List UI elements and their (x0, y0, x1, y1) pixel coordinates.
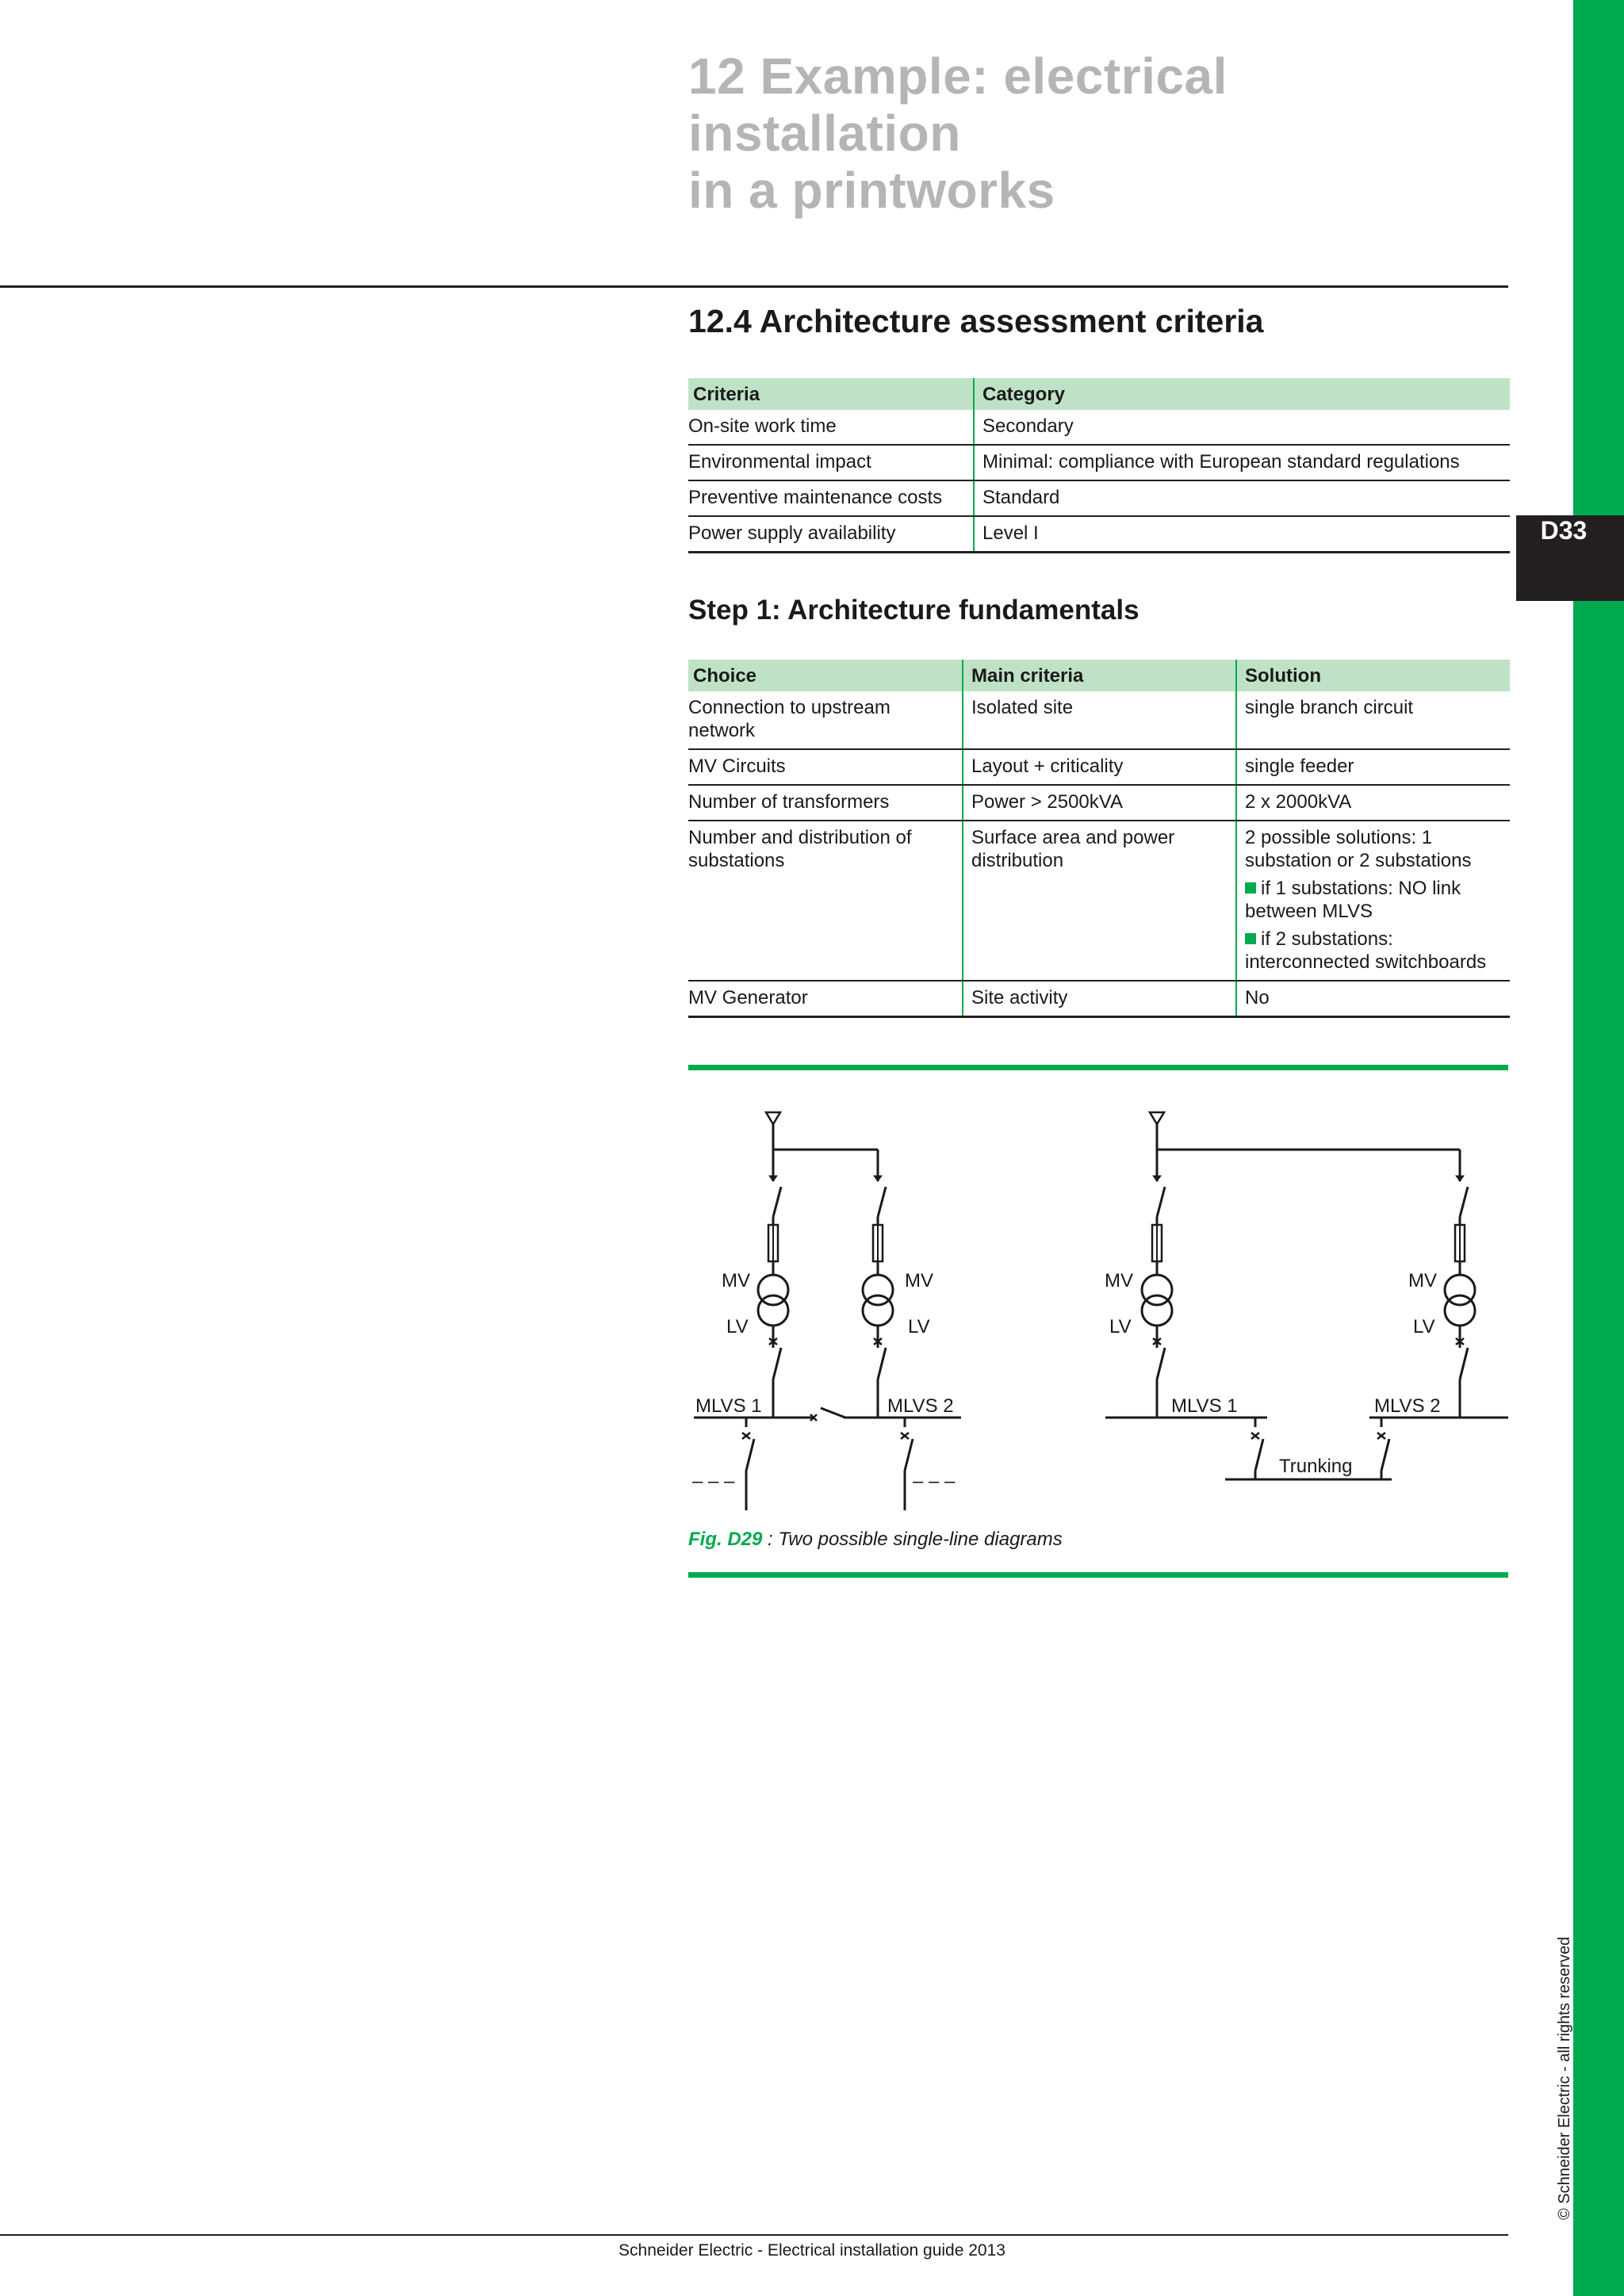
bus-coupler-icon (821, 1408, 845, 1418)
lv-label: LV (1413, 1316, 1435, 1337)
table-cell: MV Circuits (688, 749, 963, 785)
column-header: Solution (1236, 660, 1510, 691)
table-cell: single branch circuit (1236, 691, 1510, 749)
square-bullet-icon (1245, 933, 1256, 944)
copyright-notice: © Schneider Electric - all rights reserved (1556, 1936, 1573, 2220)
mlvs2-label: MLVS 2 (1374, 1395, 1441, 1417)
mlvs1-label: MLVS 1 (695, 1395, 762, 1417)
page-number-tab (1516, 515, 1624, 601)
table-cell: Layout + criticality (963, 749, 1236, 785)
table-cell: Site activity (963, 981, 1236, 1017)
header-rule (0, 285, 1508, 288)
table-cell: No (1236, 981, 1510, 1017)
side-color-bar (1573, 0, 1624, 2296)
column-header: Category (974, 378, 1510, 410)
lv-label: LV (1109, 1316, 1132, 1337)
diagram-left (694, 1112, 961, 1510)
table-cell: Power > 2500kVA (963, 785, 1236, 821)
trunking-label: Trunking (1279, 1456, 1353, 1477)
table-cell: Secondary (974, 410, 1510, 445)
table-row (688, 749, 1510, 785)
table-row (688, 410, 1510, 445)
table-cell: Surface area and power distribution (963, 821, 1236, 981)
footer-rule (0, 2234, 1508, 2236)
footer (0, 2241, 1624, 2260)
figure-caption (688, 1529, 1063, 1551)
mv-source-icon (1150, 1112, 1164, 1124)
table-cell: 2 x 2000kVA (1236, 785, 1510, 821)
table-row (688, 516, 1510, 553)
lv-label: LV (726, 1316, 749, 1337)
mv-source-icon (766, 1112, 780, 1124)
table-cell: Connection to upstream network (688, 691, 963, 749)
footer-text: Schneider Electric - Electrical installation guide 2013 (619, 2241, 1005, 2260)
figure-caption-text: : Two possible single-line diagrams (762, 1529, 1063, 1550)
single-line-diagram (688, 1102, 1510, 1522)
table-cell: MV Generator (688, 981, 963, 1017)
figure-top-rule (688, 1065, 1508, 1070)
mlvs1-label: MLVS 1 (1171, 1395, 1238, 1417)
table-cell: Level I (974, 516, 1510, 553)
table-row (688, 981, 1510, 1017)
mv-switch-icon (878, 1187, 886, 1217)
mv-label: MV (1408, 1270, 1437, 1292)
mv-label: MV (905, 1270, 933, 1292)
table-header-row (688, 660, 1510, 691)
dashes-label: – – – (913, 1471, 956, 1492)
table-cell: Preventive maintenance costs (688, 480, 974, 516)
mlvs2-label: MLVS 2 (887, 1395, 954, 1417)
column-header: Criteria (688, 378, 974, 410)
table-cell: On-site work time (688, 410, 974, 445)
chapter-title-line1: 12 Example: electrical installation (688, 48, 1228, 162)
table-cell: Power supply availability (688, 516, 974, 553)
step-title: Step 1: Architecture fundamentals (688, 595, 1139, 626)
diagram-right (1105, 1112, 1508, 1479)
bullet-text: if 1 substations: NO link between MLVS (1245, 878, 1461, 922)
column-header: Main criteria (963, 660, 1236, 691)
table-cell: Number and distribution of substations (688, 821, 963, 981)
table-cell: Isolated site (963, 691, 1236, 749)
table-header-row (688, 378, 1510, 410)
mv-switch-icon (1460, 1187, 1468, 1217)
mv-label: MV (722, 1270, 750, 1292)
figure-number: Fig. D29 (688, 1529, 763, 1550)
table-row (688, 691, 1510, 749)
mv-switch-icon (773, 1187, 781, 1217)
table-cell: Minimal: compliance with European standard regulations (974, 445, 1510, 480)
table-row (688, 480, 1510, 516)
table-row (688, 445, 1510, 480)
lv-label: LV (908, 1316, 930, 1337)
column-header: Choice (688, 660, 963, 691)
chapter-title (688, 48, 1513, 219)
chapter-title-line2: in a printworks (688, 162, 1055, 219)
square-bullet-icon (1245, 882, 1256, 894)
bullet-item (1245, 928, 1510, 974)
table-cell: Number of transformers (688, 785, 963, 821)
table-cell: Standard (974, 480, 1510, 516)
table-row (688, 821, 1510, 981)
page-number: D33 (1540, 516, 1588, 545)
mv-label: MV (1105, 1270, 1133, 1292)
bullet-text: if 2 substations: interconnected switchboards (1245, 928, 1487, 973)
choice-table (688, 660, 1510, 1018)
table-cell: Environmental impact (688, 445, 974, 480)
figure-bottom-rule (688, 1572, 1508, 1578)
dashes-label: – – – (692, 1471, 735, 1492)
mv-switch-icon (1157, 1187, 1165, 1217)
section-title: 12.4 Architecture assessment criteria (688, 303, 1264, 339)
table-cell (1236, 821, 1510, 981)
criteria-table (688, 378, 1510, 553)
bullet-item (1245, 877, 1510, 923)
table-cell: single feeder (1236, 749, 1510, 785)
table-row (688, 785, 1510, 821)
solution-text: 2 possible solutions: 1 substation or 2 substations (1245, 827, 1472, 871)
